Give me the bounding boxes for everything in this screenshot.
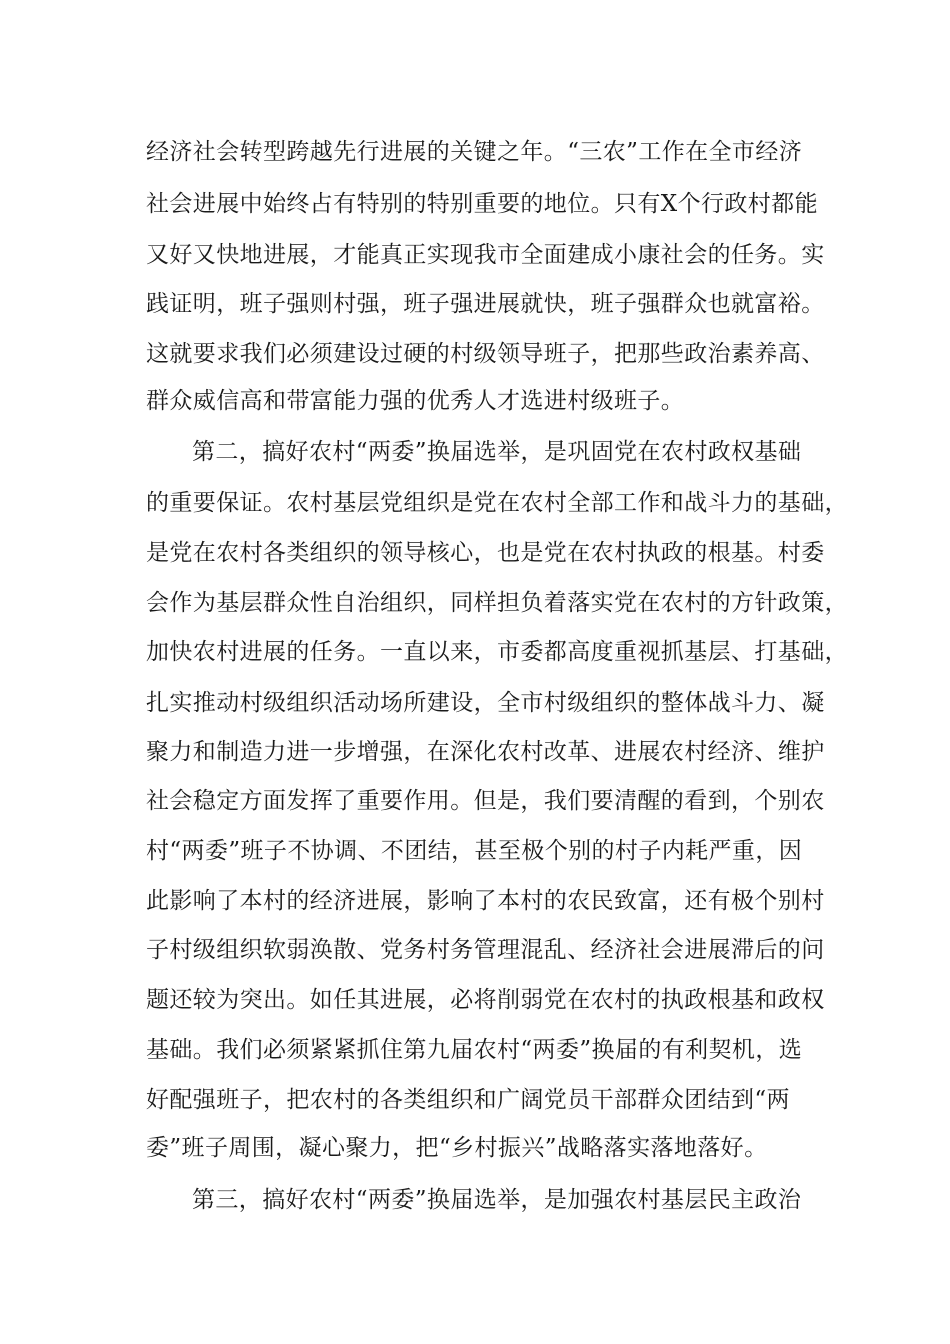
text-line-13: 聚力和制造力进一步增强，在深化农村改革、进展农村经济、维护 xyxy=(146,739,825,765)
paragraph-3-first-line: 第三，搞好农村“两委”换届选举，是加强农村基层民主政治 xyxy=(192,1187,802,1213)
text-line-21: 委”班子周围，凝心聚力，把“乡村振兴”战略落实落地落好。 xyxy=(146,1135,768,1161)
paragraph-2-first-line: 第二，搞好农村“两委”换届选举，是巩固党在农村政权基础 xyxy=(192,439,802,465)
text-line-1: 经济社会转型跨越先行进展的关键之年。“三农”工作在全市经济 xyxy=(146,139,803,165)
text-line-5: 这就要求我们必须建设过硬的村级领导班子，把那些政治素养高、 xyxy=(146,341,825,367)
text-line-20: 好配强班子，把农村的各类组织和广阔党员干部群众团结到“两 xyxy=(146,1087,790,1113)
text-line-10: 会作为基层群众性自治组织，同样担负着落实党在农村的方针政策， xyxy=(146,590,848,616)
text-line-11: 加快农村进展的任务。一直以来，市委都高度重视抓基层、打基础， xyxy=(146,639,848,665)
text-line-12: 扎实推动村级组织活动场所建设，全市村级组织的整体战斗力、凝 xyxy=(146,690,825,716)
text-line-19: 基础。我们必须紧紧抓住第九届农村“两委”换届的有利契机，选 xyxy=(146,1037,803,1063)
text-line-9: 是党在农村各类组织的领导核心，也是党在农村执政的根基。村委 xyxy=(146,540,825,566)
text-line-2: 社会进展中始终占有特别的特别重要的地位。只有X个行政村都能 xyxy=(146,191,818,217)
text-line-14: 社会稳定方面发挥了重要作用。但是，我们要清醒的看到，个别农 xyxy=(146,788,825,814)
text-line-16: 此影响了本村的经济进展，影响了本村的农民致富，还有极个别村 xyxy=(146,888,825,914)
text-line-18: 题还较为突出。如任其进展，必将削弱党在农村的执政根基和政权 xyxy=(146,987,825,1013)
text-line-3: 又好又快地进展，才能真正实现我市全面建成小康社会的任务。实 xyxy=(146,242,825,268)
text-line-8: 的重要保证。农村基层党组织是党在农村全部工作和战斗力的基础， xyxy=(146,490,848,516)
text-line-4: 践证明，班子强则村强，班子强进展就快，班子强群众也就富裕。 xyxy=(146,291,825,317)
text-line-15: 村“两委”班子不协调、不团结，甚至极个别的村子内耗严重，因 xyxy=(146,838,803,864)
text-line-17: 子村级组织软弱涣散、党务村务管理混乱、经济社会进展滞后的问 xyxy=(146,937,825,963)
text-line-6: 群众威信高和带富能力强的优秀人才选进村级班子。 xyxy=(146,388,685,414)
